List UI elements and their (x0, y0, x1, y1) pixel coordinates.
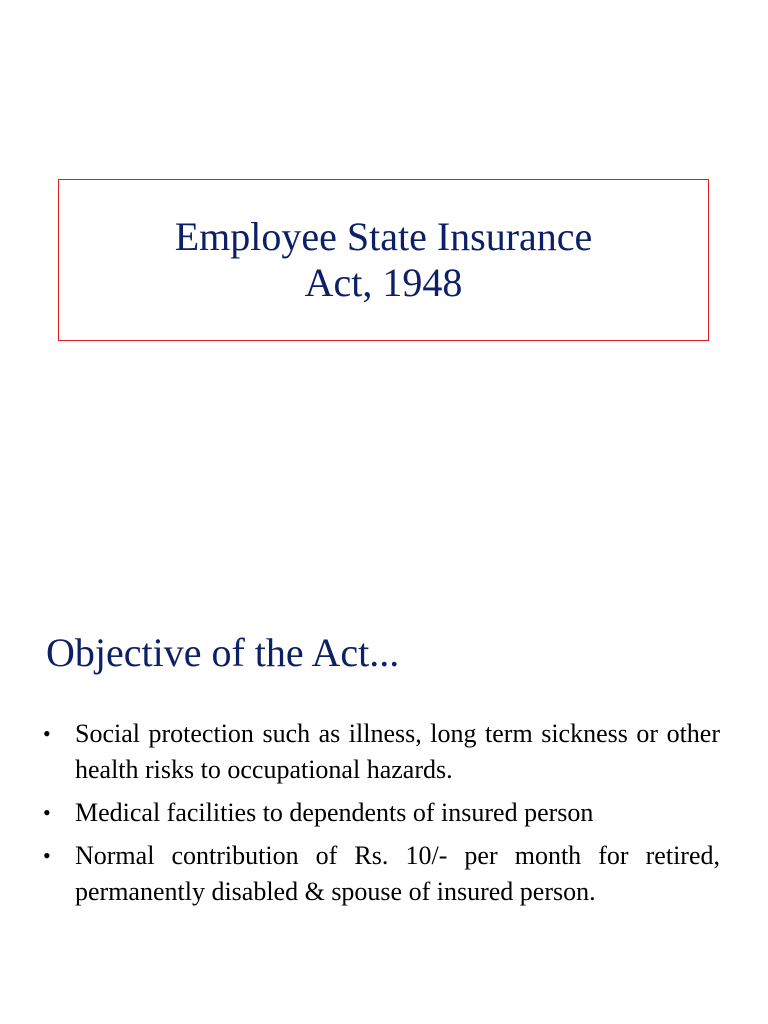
list-item (40, 795, 720, 831)
list-item-text: Social protection such as illness, long term sickness or other health risks to occupational hazards. (75, 719, 720, 784)
title-box (58, 179, 709, 341)
objective-list (40, 716, 720, 917)
section-heading: Objective of the Act... (46, 630, 400, 675)
list-item-text: Normal contribution of Rs. 10/- per month for retired, permanently disabled & spouse of insured person. (75, 841, 720, 906)
title-line-1: Employee State Insurance (174, 214, 593, 259)
bullet-icon: • (43, 800, 51, 825)
bullet-icon: • (43, 721, 51, 746)
list-item (40, 716, 720, 788)
list-item (40, 838, 720, 910)
bullet-icon: • (43, 843, 51, 868)
list-item-text: Medical facilities to dependents of insured person (75, 798, 594, 827)
title-line-2: Act, 1948 (304, 260, 463, 305)
